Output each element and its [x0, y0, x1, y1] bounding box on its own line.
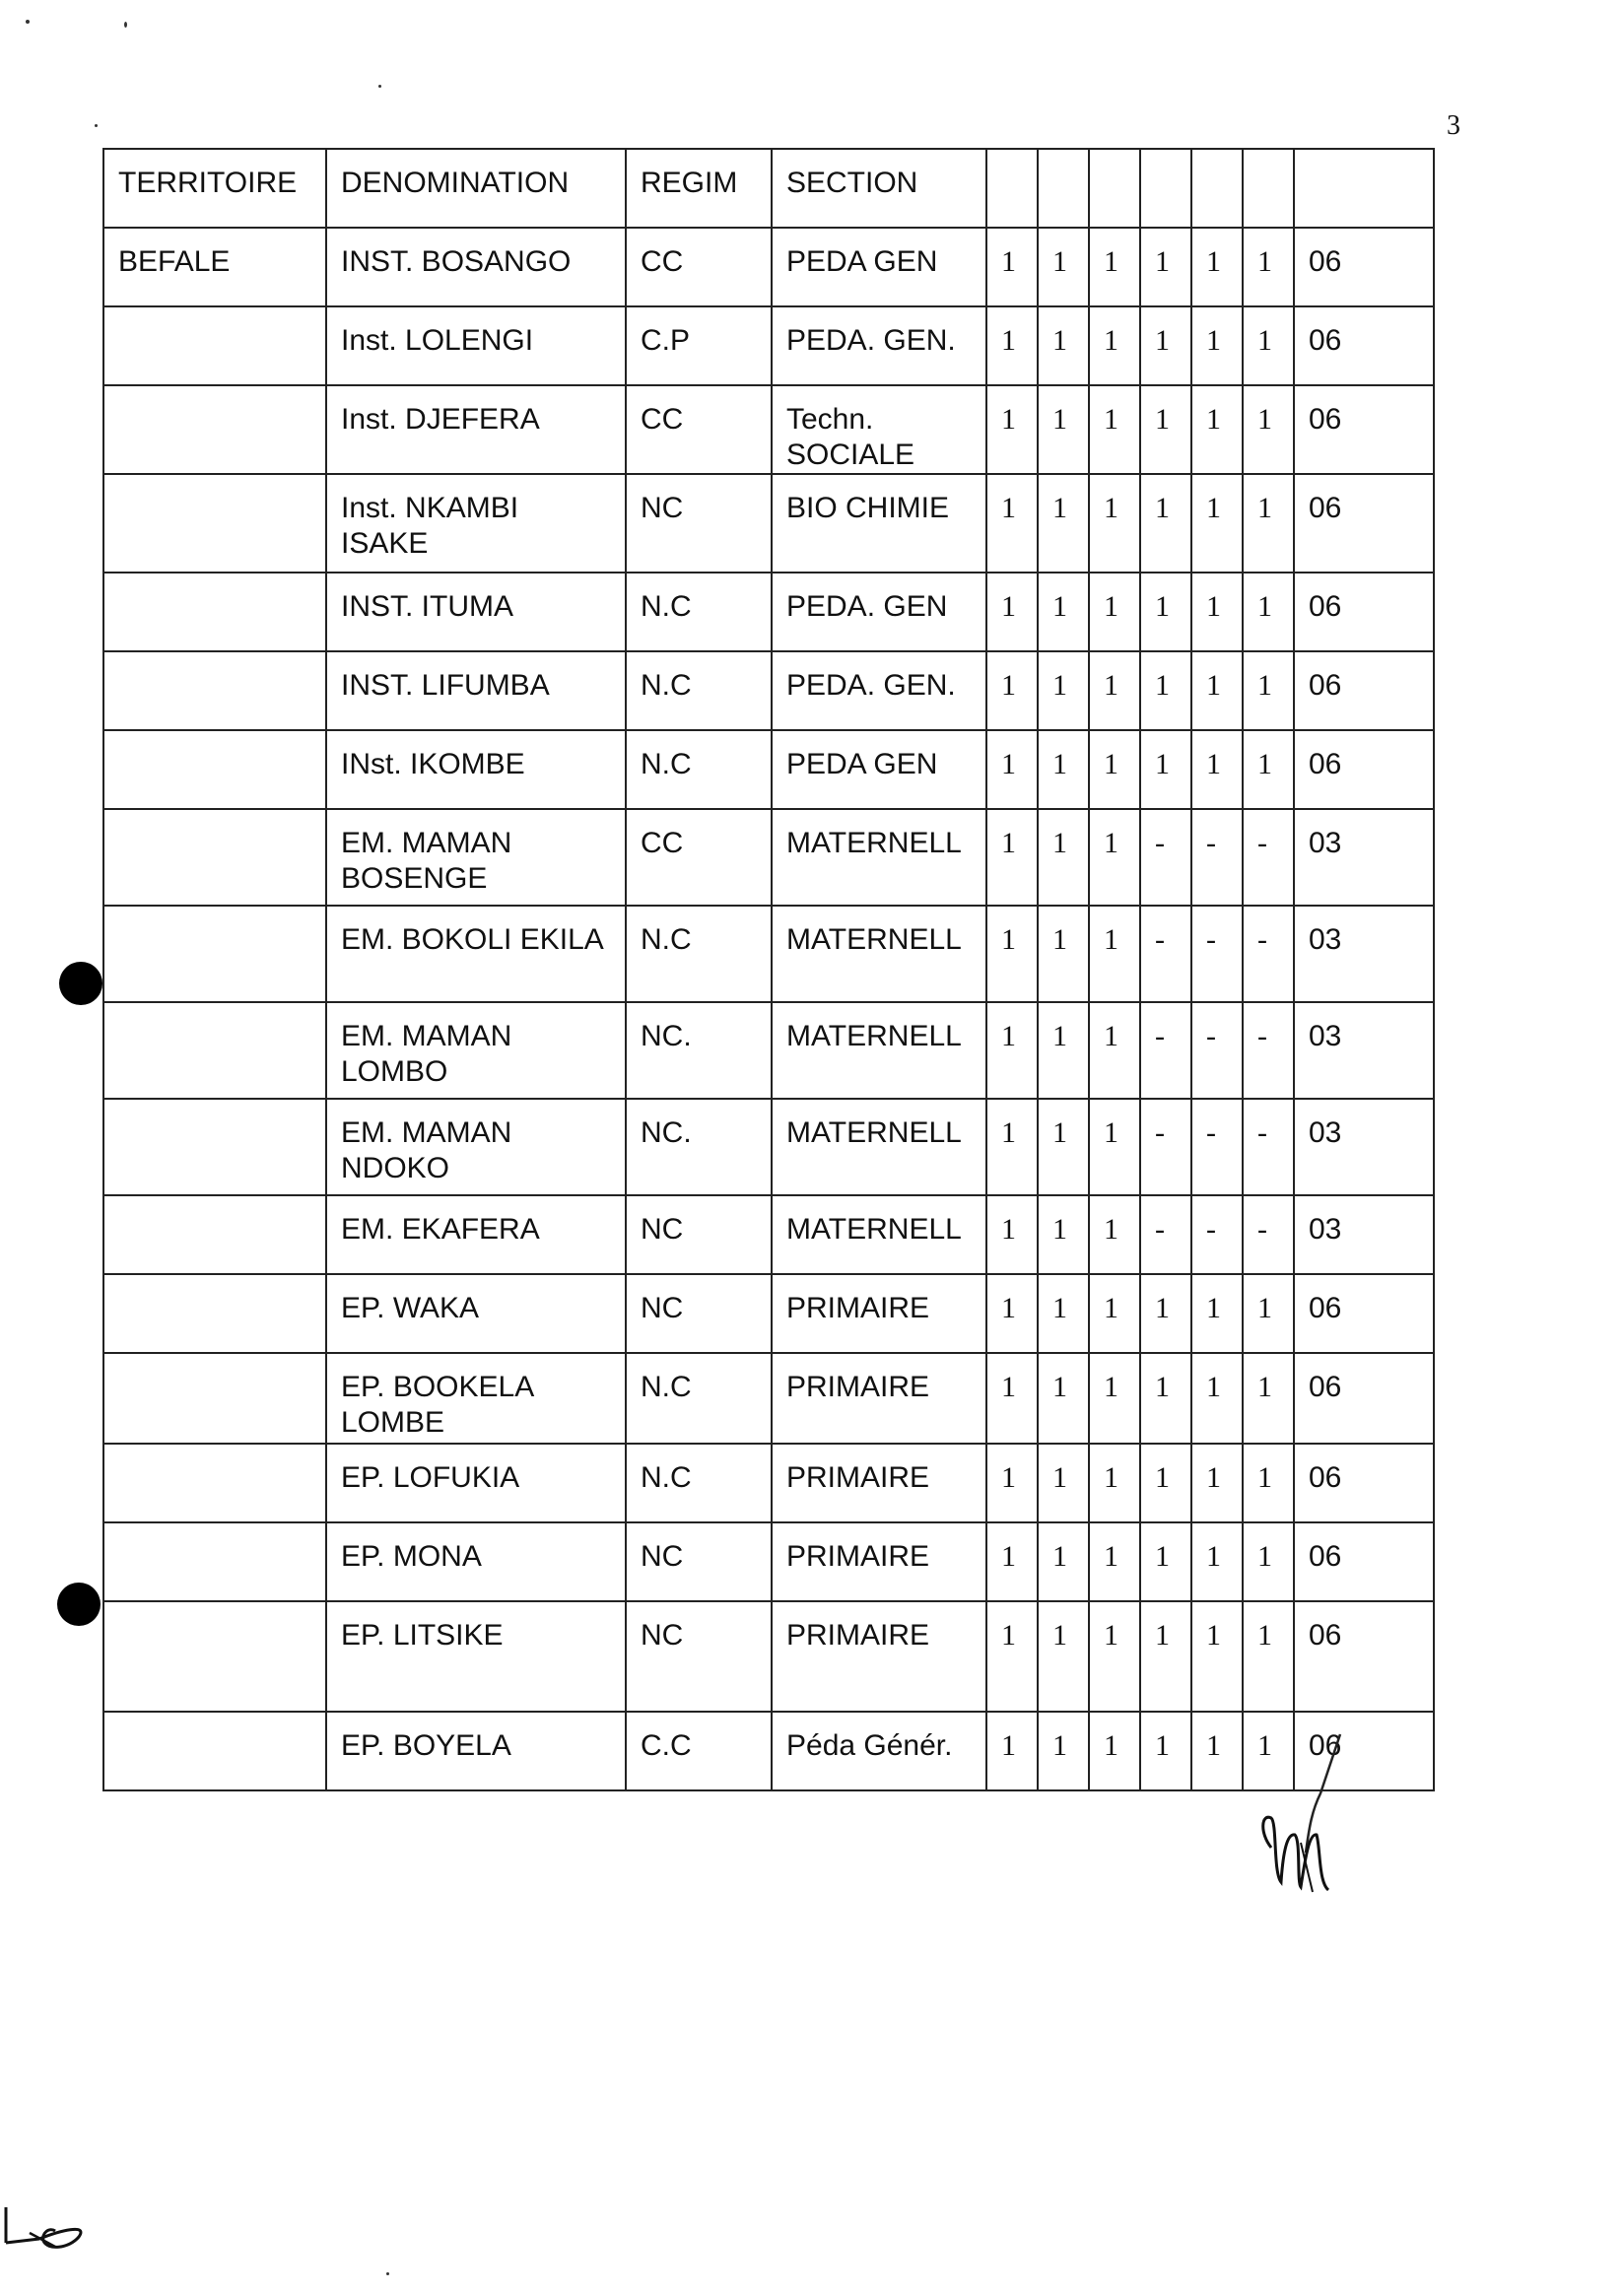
cell-total: 06	[1294, 1274, 1434, 1353]
cell-count-3: 1	[1089, 573, 1140, 651]
header-total	[1294, 149, 1434, 228]
cell-denomination: EP. MONA	[326, 1522, 626, 1601]
cell-count-3: 1	[1089, 651, 1140, 730]
cell-count-2: 1	[1038, 1444, 1089, 1522]
cell-regime: N.C	[626, 1353, 772, 1444]
cell-count-5: 1	[1191, 1444, 1243, 1522]
table-row	[103, 906, 1434, 1002]
cell-count-3: 1	[1089, 1099, 1140, 1195]
cell-count-6: -	[1243, 1195, 1294, 1274]
table-row	[103, 1601, 1434, 1712]
header-col-4	[1140, 149, 1191, 228]
cell-count-4: 1	[1140, 1601, 1191, 1712]
cell-regime: NC.	[626, 1002, 772, 1099]
cell-regime: CC	[626, 385, 772, 474]
cell-total: 06	[1294, 1712, 1434, 1790]
scan-speck	[95, 124, 98, 127]
cell-count-4: 1	[1140, 228, 1191, 306]
cell-count-5: 1	[1191, 1274, 1243, 1353]
cell-regime: N.C	[626, 730, 772, 809]
cell-total: 03	[1294, 1002, 1434, 1099]
cell-count-2: 1	[1038, 474, 1089, 573]
cell-count-1: 1	[986, 573, 1038, 651]
cell-regime: NC	[626, 1601, 772, 1712]
cell-territoire	[103, 1522, 326, 1601]
signature-mark	[1252, 1724, 1360, 1902]
cell-total: 06	[1294, 1353, 1434, 1444]
cell-count-2: 1	[1038, 228, 1089, 306]
table-row	[103, 228, 1434, 306]
cell-section: PRIMAIRE	[772, 1353, 986, 1444]
cell-count-5: -	[1191, 1002, 1243, 1099]
cell-territoire	[103, 651, 326, 730]
table-header-row	[103, 149, 1434, 228]
cell-section: PEDA. GEN	[772, 573, 986, 651]
cell-territoire	[103, 1353, 326, 1444]
cell-territoire	[103, 1195, 326, 1274]
cell-section: BIO CHIMIE	[772, 474, 986, 573]
cell-total: 06	[1294, 730, 1434, 809]
cell-count-4: 1	[1140, 1274, 1191, 1353]
cell-territoire	[103, 474, 326, 573]
initials-mark	[0, 2203, 99, 2262]
table-row	[103, 573, 1434, 651]
table-row	[103, 385, 1434, 474]
cell-count-4: 1	[1140, 306, 1191, 385]
cell-regime: N.C	[626, 651, 772, 730]
cell-count-2: 1	[1038, 1522, 1089, 1601]
cell-section: PRIMAIRE	[772, 1522, 986, 1601]
table-row	[103, 1099, 1434, 1195]
cell-count-1: 1	[986, 651, 1038, 730]
cell-count-6: 1	[1243, 1712, 1294, 1790]
scan-speck	[124, 22, 127, 28]
cell-denomination: INST. BOSANGO	[326, 228, 626, 306]
cell-count-6: 1	[1243, 1274, 1294, 1353]
table-row	[103, 1712, 1434, 1790]
cell-count-5: 1	[1191, 474, 1243, 573]
cell-count-5: 1	[1191, 1712, 1243, 1790]
table-row	[103, 651, 1434, 730]
cell-count-5: -	[1191, 1195, 1243, 1274]
punch-hole-top	[59, 962, 102, 1005]
cell-count-5: 1	[1191, 228, 1243, 306]
cell-count-4: 1	[1140, 730, 1191, 809]
scan-speck	[386, 2272, 389, 2275]
cell-section: Péda Génér.	[772, 1712, 986, 1790]
cell-count-6: 1	[1243, 385, 1294, 474]
cell-section: MATERNELL	[772, 1002, 986, 1099]
cell-count-1: 1	[986, 385, 1038, 474]
cell-count-5: 1	[1191, 306, 1243, 385]
cell-count-1: 1	[986, 228, 1038, 306]
cell-count-6: 1	[1243, 1353, 1294, 1444]
cell-count-3: 1	[1089, 1444, 1140, 1522]
cell-regime: NC	[626, 1274, 772, 1353]
cell-section: PEDA GEN	[772, 730, 986, 809]
cell-total: 06	[1294, 1444, 1434, 1522]
cell-count-1: 1	[986, 1522, 1038, 1601]
cell-count-5: -	[1191, 809, 1243, 906]
cell-count-1: 1	[986, 306, 1038, 385]
cell-count-4: 1	[1140, 1522, 1191, 1601]
cell-count-1: 1	[986, 1274, 1038, 1353]
cell-count-6: -	[1243, 1002, 1294, 1099]
cell-count-2: 1	[1038, 1195, 1089, 1274]
cell-count-5: 1	[1191, 651, 1243, 730]
cell-regime: CC	[626, 809, 772, 906]
cell-denomination: EP. WAKA	[326, 1274, 626, 1353]
cell-territoire	[103, 809, 326, 906]
cell-denomination: Inst. NKAMBI ISAKE	[326, 474, 626, 573]
table-row	[103, 1195, 1434, 1274]
cell-count-1: 1	[986, 1712, 1038, 1790]
cell-count-6: 1	[1243, 651, 1294, 730]
cell-count-1: 1	[986, 474, 1038, 573]
cell-territoire	[103, 1444, 326, 1522]
cell-regime: CC	[626, 228, 772, 306]
cell-count-2: 1	[1038, 1002, 1089, 1099]
header-col-6	[1243, 149, 1294, 228]
cell-total: 03	[1294, 1195, 1434, 1274]
header-section: SECTION	[772, 149, 986, 228]
cell-section: MATERNELL	[772, 1099, 986, 1195]
cell-count-5: -	[1191, 1099, 1243, 1195]
cell-count-4: -	[1140, 1099, 1191, 1195]
cell-count-1: 1	[986, 1353, 1038, 1444]
cell-total: 06	[1294, 573, 1434, 651]
cell-count-6: 1	[1243, 228, 1294, 306]
cell-count-5: 1	[1191, 1353, 1243, 1444]
cell-count-4: -	[1140, 1195, 1191, 1274]
table-row	[103, 1353, 1434, 1444]
cell-count-1: 1	[986, 906, 1038, 1002]
cell-denomination: Inst. DJEFERA	[326, 385, 626, 474]
table-row	[103, 1444, 1434, 1522]
cell-denomination: EP. LITSIKE	[326, 1601, 626, 1712]
cell-count-2: 1	[1038, 1601, 1089, 1712]
cell-denomination: INST. LIFUMBA	[326, 651, 626, 730]
cell-section: MATERNELL	[772, 906, 986, 1002]
cell-total: 03	[1294, 906, 1434, 1002]
table-row	[103, 730, 1434, 809]
cell-territoire	[103, 1601, 326, 1712]
cell-territoire	[103, 1274, 326, 1353]
cell-denomination: EP. BOOKELA LOMBE	[326, 1353, 626, 1444]
cell-count-4: 1	[1140, 1712, 1191, 1790]
cell-count-3: 1	[1089, 1522, 1140, 1601]
header-col-2	[1038, 149, 1089, 228]
cell-count-2: 1	[1038, 385, 1089, 474]
cell-total: 06	[1294, 385, 1434, 474]
cell-count-3: 1	[1089, 1274, 1140, 1353]
cell-count-5: -	[1191, 906, 1243, 1002]
cell-count-2: 1	[1038, 1274, 1089, 1353]
cell-denomination: EP. BOYELA	[326, 1712, 626, 1790]
cell-total: 06	[1294, 1522, 1434, 1601]
header-territoire: TERRITOIRE	[103, 149, 326, 228]
cell-count-3: 1	[1089, 906, 1140, 1002]
cell-denomination: INST. ITUMA	[326, 573, 626, 651]
cell-count-3: 1	[1089, 385, 1140, 474]
header-regime: REGIM	[626, 149, 772, 228]
cell-count-4: 1	[1140, 385, 1191, 474]
cell-section: PEDA. GEN.	[772, 651, 986, 730]
cell-count-1: 1	[986, 809, 1038, 906]
cell-count-6: -	[1243, 809, 1294, 906]
cell-count-2: 1	[1038, 1712, 1089, 1790]
cell-count-5: 1	[1191, 573, 1243, 651]
cell-count-1: 1	[986, 1002, 1038, 1099]
cell-count-3: 1	[1089, 1195, 1140, 1274]
table-row	[103, 1522, 1434, 1601]
cell-regime: C.C	[626, 1712, 772, 1790]
cell-count-4: 1	[1140, 474, 1191, 573]
cell-count-2: 1	[1038, 1099, 1089, 1195]
cell-count-3: 1	[1089, 306, 1140, 385]
header-col-3	[1089, 149, 1140, 228]
cell-denomination: EM. BOKOLI EKILA	[326, 906, 626, 1002]
cell-count-1: 1	[986, 1099, 1038, 1195]
cell-territoire: BEFALE	[103, 228, 326, 306]
cell-count-3: 1	[1089, 1712, 1140, 1790]
cell-count-6: 1	[1243, 1522, 1294, 1601]
cell-section: PRIMAIRE	[772, 1274, 986, 1353]
cell-count-3: 1	[1089, 730, 1140, 809]
cell-count-4: 1	[1140, 1444, 1191, 1522]
scan-speck	[378, 85, 381, 88]
cell-count-3: 1	[1089, 474, 1140, 573]
cell-territoire	[103, 1002, 326, 1099]
cell-count-2: 1	[1038, 730, 1089, 809]
cell-count-2: 1	[1038, 906, 1089, 1002]
punch-hole-bottom	[57, 1583, 101, 1626]
cell-section: MATERNELL	[772, 1195, 986, 1274]
cell-count-3: 1	[1089, 1353, 1140, 1444]
cell-total: 03	[1294, 809, 1434, 906]
table-row	[103, 474, 1434, 573]
cell-section: Techn. SOCIALE	[772, 385, 986, 474]
cell-count-3: 1	[1089, 228, 1140, 306]
cell-denomination: Inst. LOLENGI	[326, 306, 626, 385]
table-row	[103, 809, 1434, 906]
cell-count-1: 1	[986, 1444, 1038, 1522]
cell-count-3: 1	[1089, 809, 1140, 906]
cell-denomination: EM. EKAFERA	[326, 1195, 626, 1274]
cell-section: PEDA GEN	[772, 228, 986, 306]
cell-count-1: 1	[986, 730, 1038, 809]
cell-count-4: 1	[1140, 651, 1191, 730]
cell-regime: NC	[626, 474, 772, 573]
cell-count-4: 1	[1140, 1353, 1191, 1444]
table-row	[103, 1274, 1434, 1353]
cell-count-6: 1	[1243, 306, 1294, 385]
cell-territoire	[103, 1712, 326, 1790]
cell-count-6: 1	[1243, 1444, 1294, 1522]
cell-count-4: -	[1140, 906, 1191, 1002]
cell-count-4: -	[1140, 1002, 1191, 1099]
cell-count-1: 1	[986, 1195, 1038, 1274]
table-row	[103, 1002, 1434, 1099]
header-denomination: DENOMINATION	[326, 149, 626, 228]
cell-denomination: EP. LOFUKIA	[326, 1444, 626, 1522]
cell-territoire	[103, 1099, 326, 1195]
cell-count-6: -	[1243, 1099, 1294, 1195]
cell-count-2: 1	[1038, 306, 1089, 385]
cell-count-2: 1	[1038, 573, 1089, 651]
header-col-1	[986, 149, 1038, 228]
cell-count-2: 1	[1038, 651, 1089, 730]
cell-regime: NC	[626, 1522, 772, 1601]
cell-count-5: 1	[1191, 1601, 1243, 1712]
cell-regime: N.C	[626, 573, 772, 651]
cell-total: 06	[1294, 474, 1434, 573]
cell-count-6: 1	[1243, 573, 1294, 651]
cell-count-1: 1	[986, 1601, 1038, 1712]
cell-count-6: 1	[1243, 1601, 1294, 1712]
cell-count-6: -	[1243, 906, 1294, 1002]
cell-denomination: EM. MAMAN BOSENGE	[326, 809, 626, 906]
page-number: 3	[1447, 110, 1460, 141]
cell-denomination: INst. IKOMBE	[326, 730, 626, 809]
header-col-5	[1191, 149, 1243, 228]
cell-denomination: EM. MAMAN LOMBO	[326, 1002, 626, 1099]
cell-count-3: 1	[1089, 1002, 1140, 1099]
cell-total: 06	[1294, 306, 1434, 385]
cell-count-5: 1	[1191, 1522, 1243, 1601]
cell-count-4: -	[1140, 809, 1191, 906]
cell-territoire	[103, 573, 326, 651]
cell-count-5: 1	[1191, 730, 1243, 809]
cell-territoire	[103, 385, 326, 474]
cell-count-4: 1	[1140, 573, 1191, 651]
schools-table	[102, 148, 1435, 1791]
cell-denomination: EM. MAMAN NDOKO	[326, 1099, 626, 1195]
cell-count-3: 1	[1089, 1601, 1140, 1712]
cell-count-2: 1	[1038, 1353, 1089, 1444]
table-row	[103, 306, 1434, 385]
cell-section: MATERNELL	[772, 809, 986, 906]
cell-total: 06	[1294, 651, 1434, 730]
cell-count-2: 1	[1038, 809, 1089, 906]
cell-regime: C.P	[626, 306, 772, 385]
cell-regime: N.C	[626, 1444, 772, 1522]
cell-territoire	[103, 906, 326, 1002]
cell-regime: NC	[626, 1195, 772, 1274]
cell-section: PRIMAIRE	[772, 1601, 986, 1712]
cell-count-5: 1	[1191, 385, 1243, 474]
cell-total: 03	[1294, 1099, 1434, 1195]
cell-count-6: 1	[1243, 730, 1294, 809]
cell-territoire	[103, 730, 326, 809]
cell-total: 06	[1294, 228, 1434, 306]
cell-territoire	[103, 306, 326, 385]
cell-regime: NC.	[626, 1099, 772, 1195]
scan-speck	[26, 20, 30, 24]
cell-regime: N.C	[626, 906, 772, 1002]
cell-count-6: 1	[1243, 474, 1294, 573]
cell-section: PEDA. GEN.	[772, 306, 986, 385]
cell-section: PRIMAIRE	[772, 1444, 986, 1522]
cell-total: 06	[1294, 1601, 1434, 1712]
